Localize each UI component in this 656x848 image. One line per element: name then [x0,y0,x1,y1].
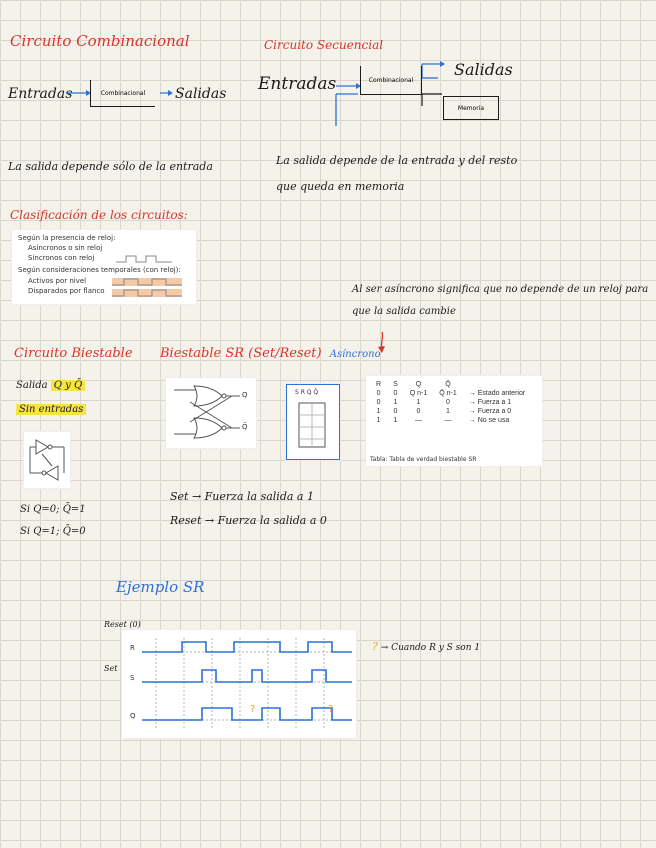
th-r: R [376,381,382,388]
cell: 1 [446,408,450,415]
wave-r [142,642,352,652]
comb-block [90,80,155,107]
cell: — [444,417,452,424]
cell: — [414,417,422,424]
bistable-gate-diagram [24,432,70,488]
sr-qbar-label: Q̄ [242,423,248,431]
classification-title: Clasificación de los circuitos: [10,208,188,222]
truth-table-header [370,380,531,389]
unknown-mark-1: ? [250,704,256,715]
timing-diagram [122,630,356,738]
seq-inputs: Entradas [258,74,337,94]
cell: 1 [376,408,381,415]
table-row [370,416,531,425]
sr-symbol [286,384,340,460]
th-qbar: Q̄ [445,381,451,388]
example-title: Ejemplo SR [116,578,205,596]
truth-table [370,380,531,425]
sr-title-row [160,346,381,361]
truth-table-caption: Tabla: Tabla de verdad biestable SR [370,456,477,463]
seq-note-2: que queda en memoria [276,180,405,193]
th-s: S [393,381,398,388]
timing-s-label: S [130,674,135,682]
bistable-no-inputs-label: Sin entradas [16,404,86,415]
seq-block [360,66,422,95]
side-note-mark: ? [372,640,378,653]
example-set-label: Set [104,664,118,673]
cell: 1 [393,399,398,406]
classification-list [12,230,196,304]
clock-pulse-icon [116,254,172,264]
nor-latch-icon [166,378,256,448]
seq-outputs: Salidas [454,60,513,79]
timing-q-label: Q [130,712,136,720]
comb-note: La salida depende sólo de la entrada [8,160,213,173]
example-reset-label: Reset (0) [104,620,141,629]
row-note: → Fuerza a 1 [468,399,512,406]
seq-memory-label: Memoria [457,104,485,112]
side-note-text: → Cuando R y S son 1 [380,643,481,653]
bistable-outputs [16,380,85,391]
cell: 0 [446,399,450,406]
bistable-state-1: Si Q=0; Q̄=1 [20,504,86,515]
level-edge-icon [112,276,182,298]
class-item-4: Según consideraciones temporales (con reloj): [18,266,181,274]
seq-block-label: Combinacional [368,76,414,84]
cell: 0 [416,408,421,415]
bistable-no-inputs [16,404,86,415]
unknown-mark-2: ? [328,704,334,715]
timing-waves [122,630,356,738]
async-note-1: Al ser asíncrono significa que no depende de un reloj para [352,284,649,295]
sr-title: Biestable SR (Set/Reset) [160,346,322,361]
class-item-5: Activos por nivel [28,277,87,285]
cell: 0 [376,399,381,406]
timing-r-label: R [130,644,135,652]
table-row [370,398,531,407]
comb-title: Circuito Combinacional [10,32,190,50]
table-row [370,407,531,416]
async-note-2: que la salida cambie [352,306,456,317]
bistable-outputs-value: Q y Q̄ [51,380,85,391]
comb-block-label: Combinacional [100,89,146,97]
cell: Q n-1 [409,390,428,397]
class-item-6: Disparados por flanco [28,287,105,295]
bistable-outputs-label: Salida [16,380,48,391]
sr-q-label: Q [242,391,248,399]
cell: 0 [393,390,398,397]
seq-note-1: La salida depende de la entrada y del resto [276,154,518,167]
bistable-title: Circuito Biestable [14,346,133,361]
wave-q [142,708,352,720]
sr-set-note: Set → Fuerza la salida a 1 [170,490,314,503]
sr-symbol-header: S R Q Q̄ [295,389,319,396]
row-note: → No se usa [468,417,510,424]
sr-reset-note: Reset → Fuerza la salida a 0 [170,514,327,527]
comb-outputs: Salidas [175,86,227,102]
cell: 0 [393,408,398,415]
seq-memory [443,96,499,120]
class-item-3: Síncronos con reloj [28,254,95,262]
cell: 1 [416,399,421,406]
example-side-note [372,640,480,653]
sr-symbol-body [291,401,335,453]
bistable-state-2: Si Q=1; Q̄=0 [20,526,86,537]
cell: 0 [376,390,381,397]
row-note: → Estado anterior [468,390,526,397]
wave-s [142,670,352,682]
seq-title: Circuito Secuencial [264,38,384,52]
truth-table-card [366,376,542,466]
sr-gate-diagram [166,378,256,448]
cell: 1 [376,417,381,424]
sr-async-label: Asíncrono [329,349,381,360]
th-q: Q [415,381,422,388]
class-item-2: Asíncronos o sin reloj [28,244,103,252]
cell: 1 [393,417,398,424]
class-item-1: Según la presencia de reloj: [18,234,116,242]
table-row [370,389,531,398]
inverter-loop-icon [24,432,70,488]
row-note: → Fuerza a 0 [468,408,512,415]
cell: Q̄ n-1 [439,390,457,397]
comb-inputs: Entradas [8,86,73,102]
